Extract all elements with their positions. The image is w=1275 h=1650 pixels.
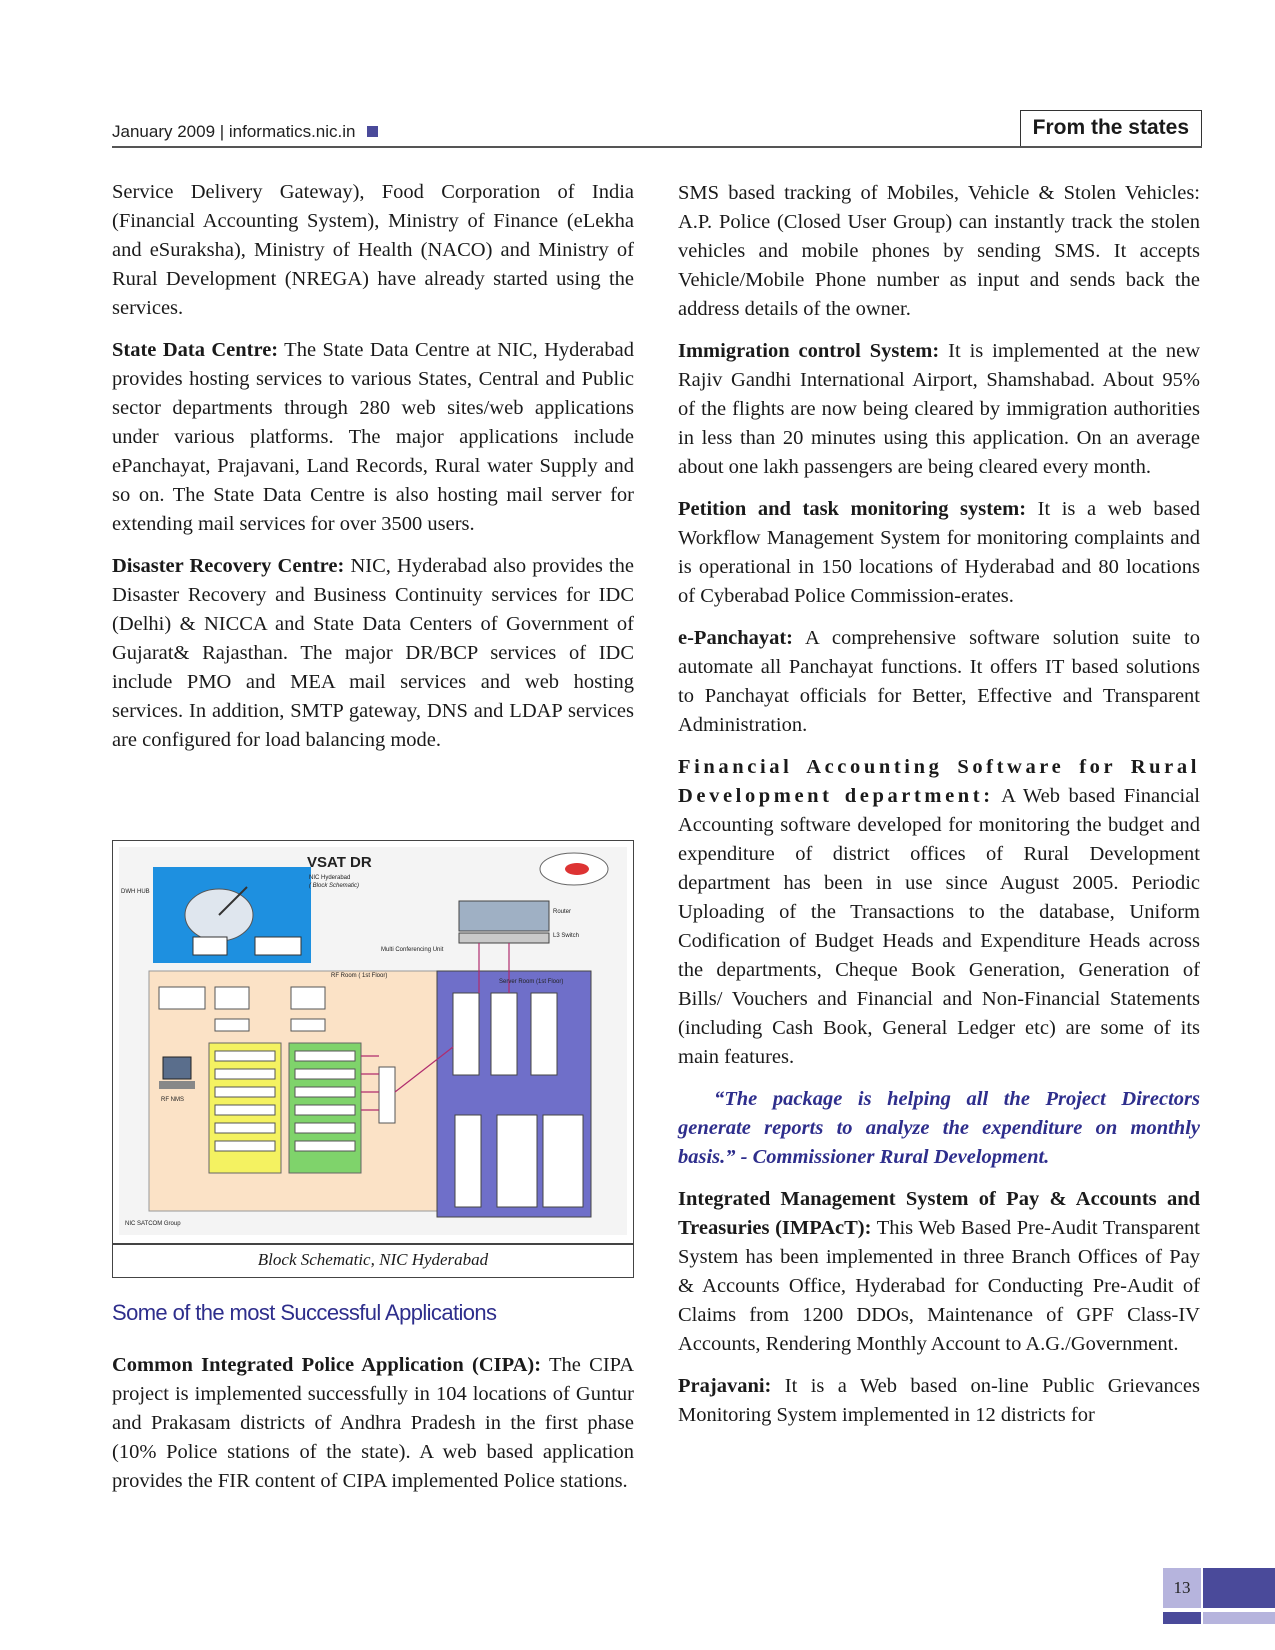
- para-heading: e-Panchayat:: [678, 627, 794, 649]
- page-number-strip: [1163, 1612, 1201, 1624]
- header-rule: [112, 146, 1202, 148]
- label-group: NIC SATCOM Group: [125, 1221, 181, 1227]
- para-heading: Prajavani:: [678, 1375, 772, 1397]
- para-body: A Web based Financial Accounting software developed for monitoring the budget and expenditure of district offices of Rural Development department has been in use since August 2005. Periodic Uploading of the Transactions to the database, Uniform Codification of Budget Heads and Expenditure Heads across the departments, Cheque Book Generation, Generation of Bills/ Vouchers and Financial and Non-Financial Statements (including Cash Book, General Ledger etc) are some of its main features.: [678, 785, 1200, 1068]
- label-mcu: Multi Conferencing Unit: [381, 947, 444, 953]
- label-rf-nms: RF NMS: [161, 1097, 184, 1103]
- para-body: The CIPA project is implemented successfully in 104 locations of Guntur and Prakasam districts of Andhra Pradesh in the first phase (10% Police stations of the state). A web based application provides the FIR content of CIPA implemented Police stations.: [112, 1354, 635, 1492]
- diagram-subtitle: NIC Hyderabad: [309, 875, 351, 881]
- vsat-diagram: [119, 847, 627, 1235]
- right-para-epanchayat: [678, 624, 1200, 740]
- para-body: It is a web based Workflow Management System for monitoring complaints and is operational in 150 locations of Hyderabad and 80 locations of Cyberabad Police Commission-erates.: [678, 498, 1200, 607]
- right-column: [678, 179, 1200, 1443]
- para-heading: State Data Centre:: [112, 339, 279, 361]
- header-issue: [112, 122, 378, 142]
- right-para-sms-tracking: SMS based tracking of Mobiles, Vehicle & Stolen Vehicles: A.P. Police (Closed User Group) can instantly track the stolen vehicles and mobile phones by sending SMS. It accepts Vehicle/Mobile Phone number as input and sends back the address details of the owner.: [678, 182, 1200, 320]
- right-para-petition: [678, 495, 1200, 611]
- computer-icon: [163, 1057, 191, 1079]
- section-label: From the states: [1020, 110, 1202, 146]
- right-para-financial-accounting: [678, 753, 1200, 1072]
- section-heading: Some of the most Successful Applications: [112, 1300, 497, 1325]
- page-number: 13: [1163, 1568, 1201, 1608]
- label-server-room: Server Room (1st Floor): [499, 979, 564, 985]
- header-square-icon: [367, 126, 378, 137]
- left-column-bottom: [112, 1351, 634, 1509]
- para-heading: Integrated Management System of Pay & Accounts and Treasuries (IMPAcT):: [678, 1188, 1200, 1239]
- para-heading: Petition and task monitoring system:: [678, 498, 1027, 520]
- label-switch: L3 Switch: [553, 933, 580, 939]
- para-body: It is a Web based on-line Public Grievances Monitoring System implemented in 12 districts for: [678, 1375, 1200, 1426]
- left-para-cipa: [112, 1351, 634, 1496]
- page-number-strip-light: [1203, 1612, 1275, 1624]
- diagram-title: VSAT DR: [307, 854, 372, 871]
- para-body: The State Data Centre at NIC, Hyderabad provides hosting services to various States, Central and Public sector departments through 280 web sites/web applications under various platforms. The major applications include ePanchayat, Prajavani, Land Records, Rural water Supply and so on. The State Data Centre is also hosting mail server for extending mail services for over 3500 users.: [112, 339, 634, 535]
- label-rf-room: RF Room ( 1st Floor): [331, 973, 388, 979]
- para-heading: Common Integrated Police Application (CIPA):: [112, 1354, 542, 1376]
- right-para-impact: [678, 1185, 1200, 1359]
- para-heading: Financial Accounting Software for Rural Development department:: [678, 756, 1200, 807]
- figure-caption: Block Schematic, NIC Hyderabad: [257, 1250, 489, 1269]
- para-body: This Web Based Pre-Audit Transparent System has been implemented in three Branch Offices of Pay & Accounts Office, Hyderabad for Conducting Pre-Audit of Claims from 1200 DDOs, Maintenance of GPF Class-IV Accounts, Rendering Monthly Account to A.G./Government.: [678, 1217, 1200, 1355]
- figure-block-schematic: [112, 840, 634, 1278]
- para-heading: Disaster Recovery Centre:: [112, 555, 345, 577]
- diagram-subtitle2: ( Block Schematic): [309, 883, 360, 889]
- label-hub: DWH HUB: [121, 889, 150, 895]
- page-number-band: [1203, 1568, 1275, 1608]
- para-body: It is implemented at the new Rajiv Gandhi International Airport, Shamshabad. About 95% of the flights are now being cleared by immigration authorities in less than 20 minutes using this application. On an average about one lakh passengers are being cleared every month.: [678, 340, 1201, 478]
- left-para-state-data-centre: [112, 336, 634, 539]
- router-icon: [459, 901, 549, 931]
- left-column: [112, 178, 634, 768]
- para-body: A comprehensive software solution suite to automate all Panchayat functions. It offers IT based solutions to Panchayat officials for Better, Effective and Transparent Administration.: [678, 627, 1200, 736]
- page-header: [112, 110, 1202, 148]
- left-para-1: Service Delivery Gateway), Food Corporation of India (Financial Accounting System), Ministry of Finance (eLekha and eSuraksha), Ministry of Health (NACO) and Ministry of Rural Development (NREGA) have already started using the services.: [112, 181, 634, 319]
- para-heading: Immigration control System:: [678, 340, 940, 362]
- right-para-prajavani: [678, 1372, 1200, 1430]
- header-issue-text: January 2009 | informatics.nic.in: [112, 122, 356, 141]
- left-para-disaster-recovery: [112, 552, 634, 755]
- right-para-immigration: [678, 337, 1200, 482]
- para-body: NIC, Hyderabad also provides the Disaster Recovery and Business Continuity services for IDC (Delhi) & NICCA and State Data Centers of Government of Gujarat& Rajasthan. The major DR/BCP services of IDC include PMO and MEA mail services and web hosting services. In addition, SMTP gateway, DNS and LDAP services are configured for load balancing mode.: [112, 555, 634, 751]
- pull-quote: “The package is helping all the Project Directors generate reports to analyze the expenditure on monthly basis.” - Commissioner Rural Development.: [678, 1088, 1200, 1168]
- caption-rule: [113, 1243, 633, 1245]
- label-router: Router: [553, 909, 572, 915]
